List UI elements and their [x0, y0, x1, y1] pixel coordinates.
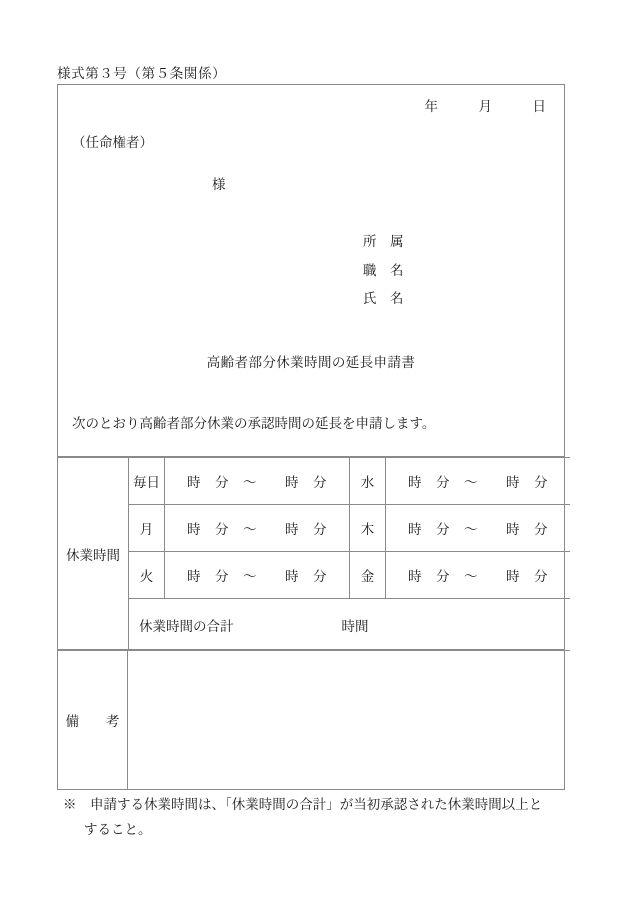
- document-title: 高齢者部分休業時間の延長申請書: [206, 355, 416, 371]
- appointer-label: （任命権者）: [72, 135, 153, 151]
- footnote: [63, 793, 583, 843]
- footnote-line-2: すること。: [84, 822, 152, 838]
- day-cell-tuesday: 火: [129, 552, 165, 599]
- total-hours-cell[interactable]: [129, 599, 571, 651]
- form-outer-box: [57, 84, 565, 790]
- letter-header-area: [58, 85, 564, 457]
- table-row: [58, 458, 570, 505]
- remarks-label-text: 備 考: [65, 714, 120, 730]
- affiliation-label[interactable]: 所 属: [363, 234, 404, 250]
- day-cell-monday: 月: [129, 505, 165, 552]
- remarks-input-area[interactable]: [128, 650, 564, 790]
- table-row: [58, 552, 570, 599]
- day-cell-thursday: 木: [350, 505, 386, 552]
- total-hours-label: 休業時間の合計 時間: [139, 618, 369, 635]
- time-input-wednesday[interactable]: 時 分 ～ 時 分: [386, 458, 571, 505]
- addressee-honorific: 様: [212, 177, 226, 193]
- remarks-section: [58, 649, 564, 790]
- time-input-friday[interactable]: 時 分 ～ 時 分: [386, 552, 571, 599]
- form-number-heading: 様式第３号（第５条関係）: [57, 66, 227, 82]
- position-label[interactable]: 職 名: [363, 262, 404, 279]
- day-cell-friday: 金: [350, 552, 386, 599]
- date-line[interactable]: 年 月 日: [424, 99, 546, 115]
- time-input-thursday[interactable]: 時 分 ～ 時 分: [386, 505, 571, 552]
- applicant-info-block: [363, 228, 404, 314]
- leave-hours-row-label: 休業時間: [58, 458, 129, 651]
- day-cell-everyday: 毎日: [129, 458, 165, 505]
- name-label[interactable]: 氏 名: [363, 291, 404, 307]
- table-row-total: [58, 599, 570, 651]
- leave-hours-table: [58, 457, 570, 651]
- footnote-line-1: ※ 申請する休業時間は、「休業時間の合計」が当初承認された休業時間以上と: [63, 797, 543, 813]
- day-cell-wednesday: 水: [350, 458, 386, 505]
- table-row: [58, 505, 570, 552]
- time-input-monday[interactable]: 時 分 ～ 時 分: [165, 505, 350, 552]
- remarks-label: [58, 650, 128, 790]
- intro-text: 次のとおり高齢者部分休業の承認時間の延長を申請します。: [72, 416, 436, 432]
- time-input-everyday[interactable]: 時 分 ～ 時 分: [165, 458, 350, 505]
- time-input-tuesday[interactable]: 時 分 ～ 時 分: [165, 552, 350, 599]
